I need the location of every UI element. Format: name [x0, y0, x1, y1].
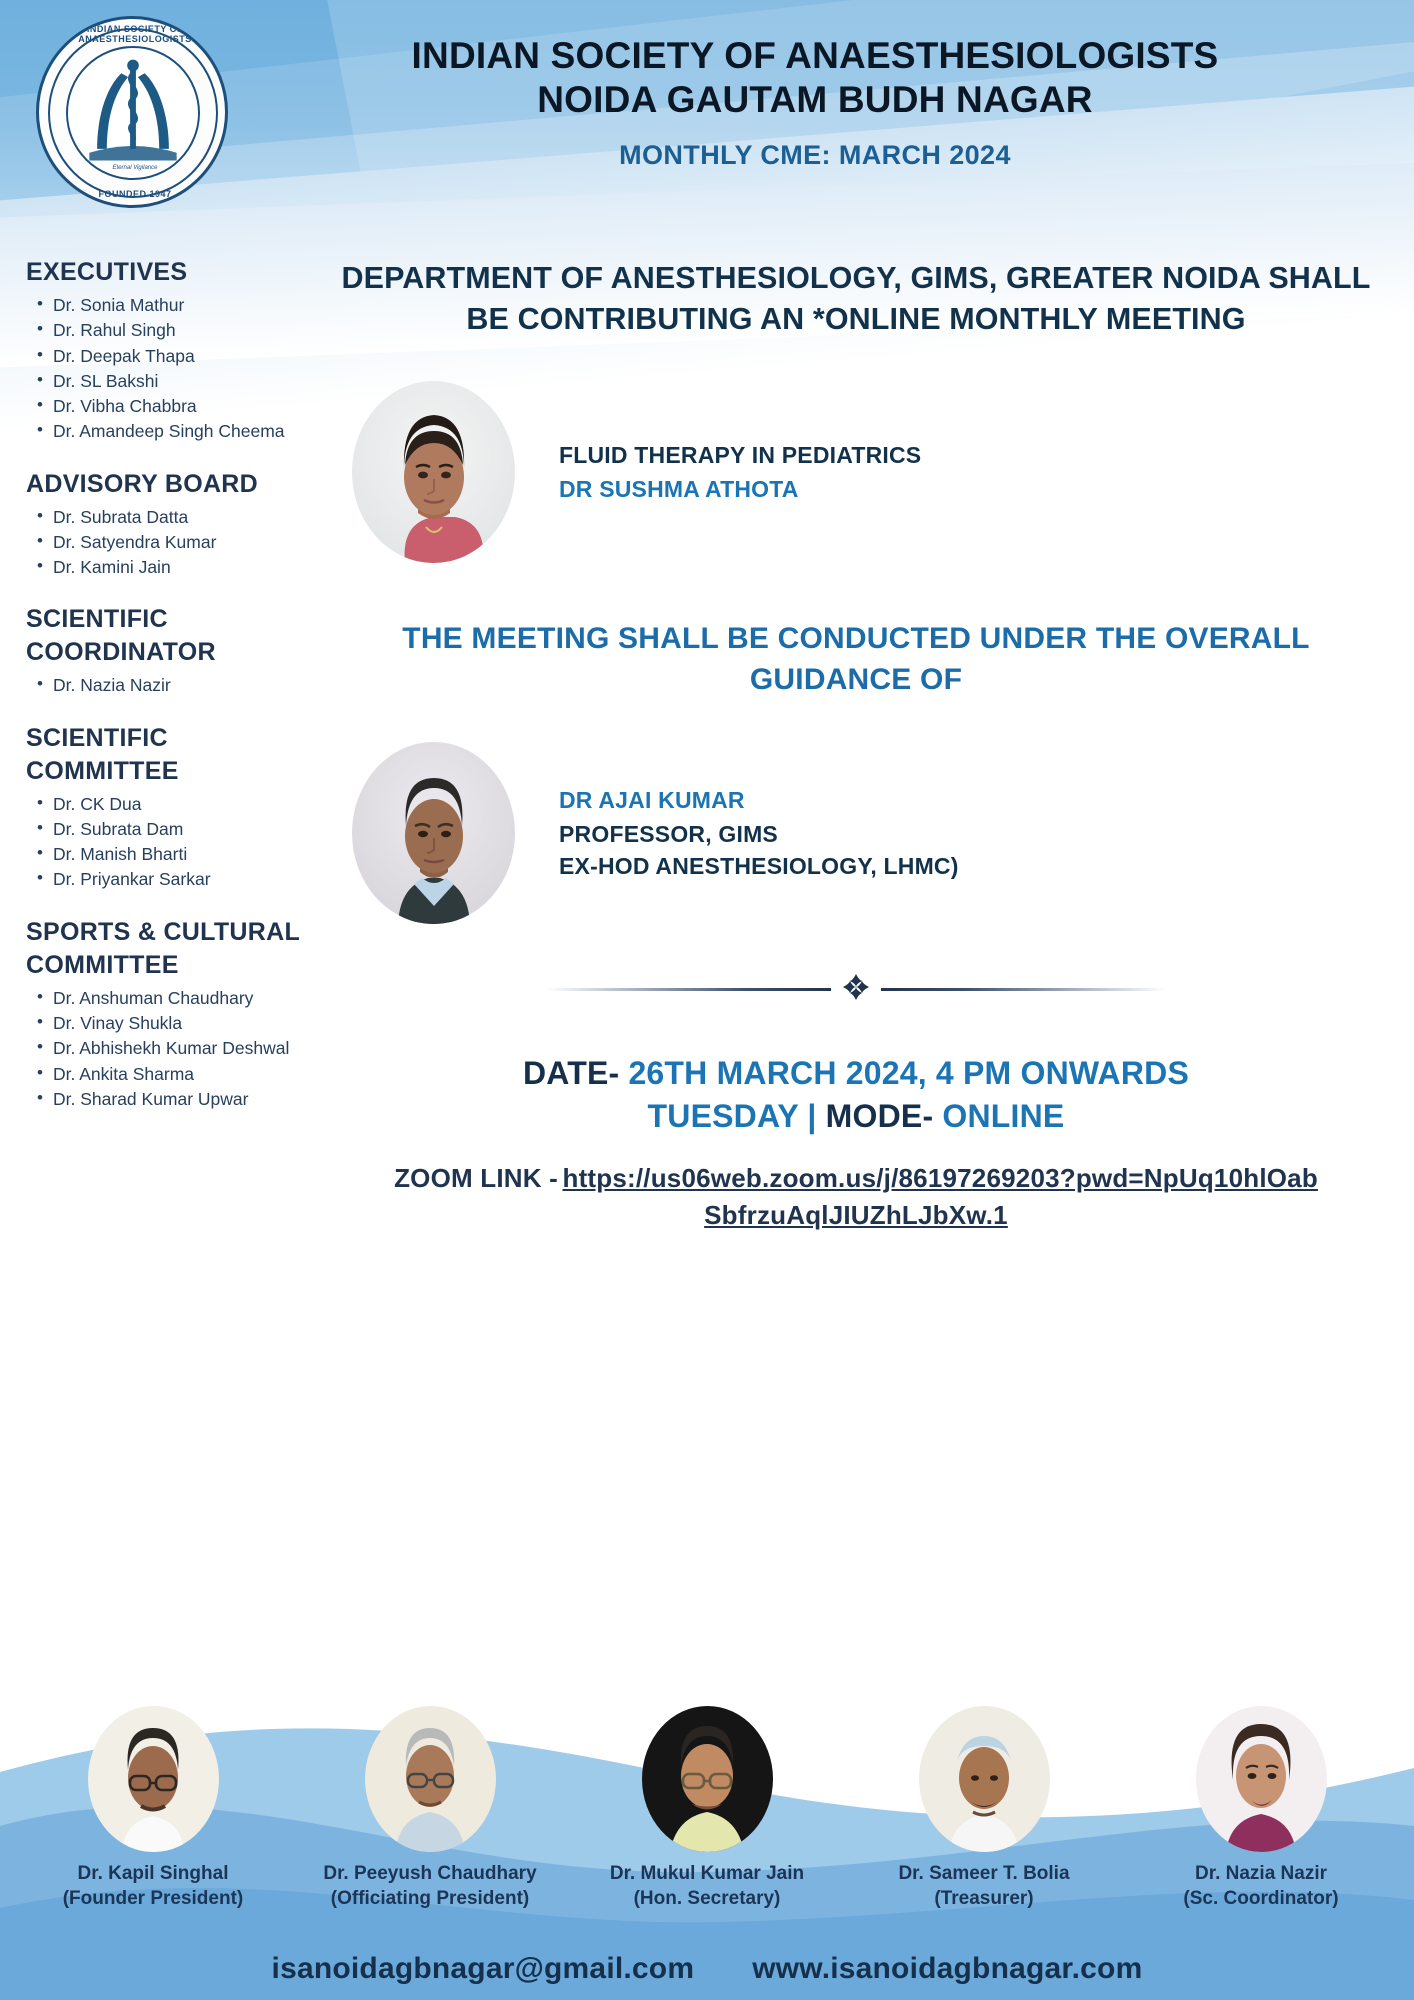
- list-item: • Dr. Manish Bharti: [26, 843, 310, 866]
- speaker-details: [515, 438, 921, 507]
- officer-name: Dr. Kapil Singhal: [77, 1863, 229, 1884]
- sidebar-section-scientific-coordinator: [26, 603, 310, 697]
- officers-row: [0, 1706, 1414, 1911]
- list-item: • Dr. Rahul Singh: [26, 319, 310, 342]
- isa-society-seal-logo: [36, 16, 228, 208]
- list-item: • Dr. Subrata Dam: [26, 818, 310, 841]
- list-item: • Dr. Abhishekh Kumar Deshwal: [26, 1037, 310, 1060]
- member-list-scientific-committee: [26, 793, 310, 892]
- portrait-image-officer-4: [919, 1706, 1050, 1852]
- section-title-advisory-board: ADVISORY BOARD: [26, 469, 259, 498]
- portrait-image-officer-2: [365, 1706, 496, 1852]
- officer-role: (Treasurer): [934, 1888, 1034, 1910]
- portrait-image-male-professor: [352, 742, 515, 924]
- member-list-sports-cultural-committee: [26, 987, 310, 1111]
- officer-portrait-photo: [365, 1706, 496, 1852]
- poster-footer: [0, 1676, 1414, 2000]
- organization-name-line1: INDIAN SOCIETY OF ANAESTHESIOLOGISTS: [411, 35, 1219, 76]
- chief-guest-name: DR AJAI KUMAR: [559, 787, 745, 814]
- chief-guest-portrait-photo: [352, 742, 515, 924]
- list-item: • Dr. Sharad Kumar Upwar: [26, 1088, 310, 1111]
- speaker-portrait-photo: [352, 381, 515, 563]
- zoom-meeting-url[interactable]: https://us06web.zoom.us/j/86197269203?pwd=NpUq10hlOabSbfrzuAqlJIUZhLJbXw.1: [562, 1162, 1318, 1230]
- event-date-block: [332, 1052, 1380, 1138]
- guidance-heading: THE MEETING SHALL BE CONDUCTED UNDER THE OVERALL GUIDANCE OF: [402, 622, 1310, 696]
- member-list-executives: [26, 294, 310, 444]
- organization-name-line2: NOIDA GAUTAM BUDH NAGAR: [537, 78, 1093, 120]
- list-item: • Dr. SL Bakshi: [26, 370, 310, 393]
- list-item: • Dr. Amandeep Singh Cheema: [26, 420, 310, 443]
- list-item: • Dr. Subrata Datta: [26, 506, 310, 529]
- list-item: • Dr. Vibha Chabbra: [26, 395, 310, 418]
- ornamental-divider: [546, 972, 1166, 1006]
- seal-top-text: INDIAN SOCIETY OF ANAESTHESIOLOGISTS: [78, 24, 192, 44]
- list-item: • Dr. Ankita Sharma: [26, 1063, 310, 1086]
- contact-website[interactable]: www.isanoidagbnagar.com: [752, 1952, 1143, 1985]
- seal-emblem: [66, 46, 200, 180]
- officer-role: (Sc. Coordinator): [1183, 1888, 1339, 1910]
- sidebar-section-executives: [26, 256, 310, 444]
- event-subtitle: MONTHLY CME: MARCH 2024: [619, 140, 1011, 171]
- speaker-topic: FLUID THERAPY IN PEDIATRICS: [559, 441, 922, 468]
- portrait-image-officer-1: [88, 1706, 219, 1852]
- officer-card: [28, 1706, 278, 1911]
- announcement-heading: DEPARTMENT OF ANESTHESIOLOGY, GIMS, GREATER NOIDA SHALL BE CONTRIBUTING AN *ONLINE MONTHLY MEETING: [341, 261, 1371, 336]
- officer-name: Dr. Nazia Nazir: [1195, 1863, 1327, 1884]
- officer-role: (Founder President): [62, 1888, 244, 1910]
- poster-body: [0, 222, 1414, 1234]
- event-mode-line: [332, 1095, 1380, 1138]
- sidebar-section-scientific-committee: [26, 722, 310, 892]
- sidebar-section-sports-cultural-committee: [26, 916, 310, 1111]
- list-item: • Dr. Anshuman Chaudhary: [26, 987, 310, 1010]
- officer-portrait-photo: [919, 1706, 1050, 1852]
- section-title-sports-cultural-committee: SPORTS & CULTURAL COMMITTEE: [26, 917, 300, 979]
- speaker-name: DR SUSHMA ATHOTA: [559, 476, 799, 503]
- list-item: • Dr. Deepak Thapa: [26, 345, 310, 368]
- main-content-column: [318, 256, 1414, 1234]
- list-item: • Dr. Sonia Mathur: [26, 294, 310, 317]
- committee-sidebar: [0, 256, 318, 1234]
- list-item: • Dr. Priyankar Sarkar: [26, 868, 310, 891]
- mode-value: ONLINE: [933, 1098, 1065, 1134]
- officer-name: Dr. Mukul Kumar Jain: [609, 1863, 805, 1884]
- officer-role: (Officiating President): [330, 1888, 530, 1910]
- seal-founded-text: FOUNDED 1947: [98, 189, 172, 199]
- officer-name: Dr. Peeyush Chaudhary: [323, 1863, 537, 1884]
- officer-portrait-photo: [88, 1706, 219, 1852]
- date-label: DATE-: [522, 1055, 620, 1092]
- section-title-scientific-committee: SCIENTIFIC COMMITTEE: [26, 723, 179, 785]
- divider-rule-left: [546, 988, 831, 991]
- zoom-link-block: [332, 1160, 1380, 1234]
- header-title-group: [250, 34, 1380, 171]
- sidebar-section-advisory-board: [26, 468, 310, 580]
- officer-card: [1136, 1706, 1386, 1911]
- officer-role: (Hon. Secretary): [633, 1888, 781, 1910]
- divider-rule-right: [881, 988, 1166, 991]
- mode-label: MODE-: [825, 1098, 934, 1134]
- chief-guest-details: [515, 783, 959, 883]
- list-item: • Dr. Kamini Jain: [26, 556, 310, 579]
- officer-card: [859, 1706, 1109, 1911]
- officer-name: Dr. Sameer T. Bolia: [898, 1863, 1070, 1884]
- chief-guest-title-line1: PROFESSOR, GIMS: [559, 820, 778, 847]
- chief-guest-card-ajai-kumar: [332, 742, 1380, 924]
- contact-row: [0, 1952, 1414, 1986]
- portrait-image-officer-3: [642, 1706, 773, 1852]
- list-item: • Dr. Vinay Shukla: [26, 1012, 310, 1035]
- event-day: TUESDAY |: [647, 1098, 826, 1134]
- section-title-scientific-coordinator: SCIENTIFIC COORDINATOR: [26, 605, 216, 667]
- portrait-image-female-doctor: [352, 381, 515, 563]
- list-item: • Dr. CK Dua: [26, 793, 310, 816]
- chief-guest-title-line2: EX-HOD ANESTHESIOLOGY, LHMC): [559, 853, 959, 880]
- speaker-card-sushma-athota: [332, 381, 1380, 563]
- officer-card: [582, 1706, 832, 1911]
- contact-email[interactable]: isanoidagbnagar@gmail.com: [271, 1952, 695, 1985]
- list-item: • Dr. Nazia Nazir: [26, 674, 310, 697]
- seal-motto-text: Eternal Vigilance: [112, 165, 158, 171]
- date-value: 26TH MARCH 2024, 4 PM ONWARDS: [628, 1055, 1190, 1092]
- diamond-ornament-icon: [841, 972, 871, 1006]
- section-title-executives: EXECUTIVES: [26, 258, 188, 286]
- officer-portrait-photo: [642, 1706, 773, 1852]
- officer-card: [305, 1706, 555, 1911]
- caduceus-emblem-icon: [68, 48, 198, 178]
- member-list-advisory-board: [26, 506, 310, 580]
- portrait-image-officer-5: [1196, 1706, 1327, 1852]
- officer-portrait-photo: [1196, 1706, 1327, 1852]
- list-item: • Dr. Satyendra Kumar: [26, 531, 310, 554]
- event-date-line: [332, 1052, 1380, 1095]
- zoom-link-label: ZOOM LINK -: [394, 1162, 559, 1193]
- member-list-scientific-coordinator: [26, 674, 310, 697]
